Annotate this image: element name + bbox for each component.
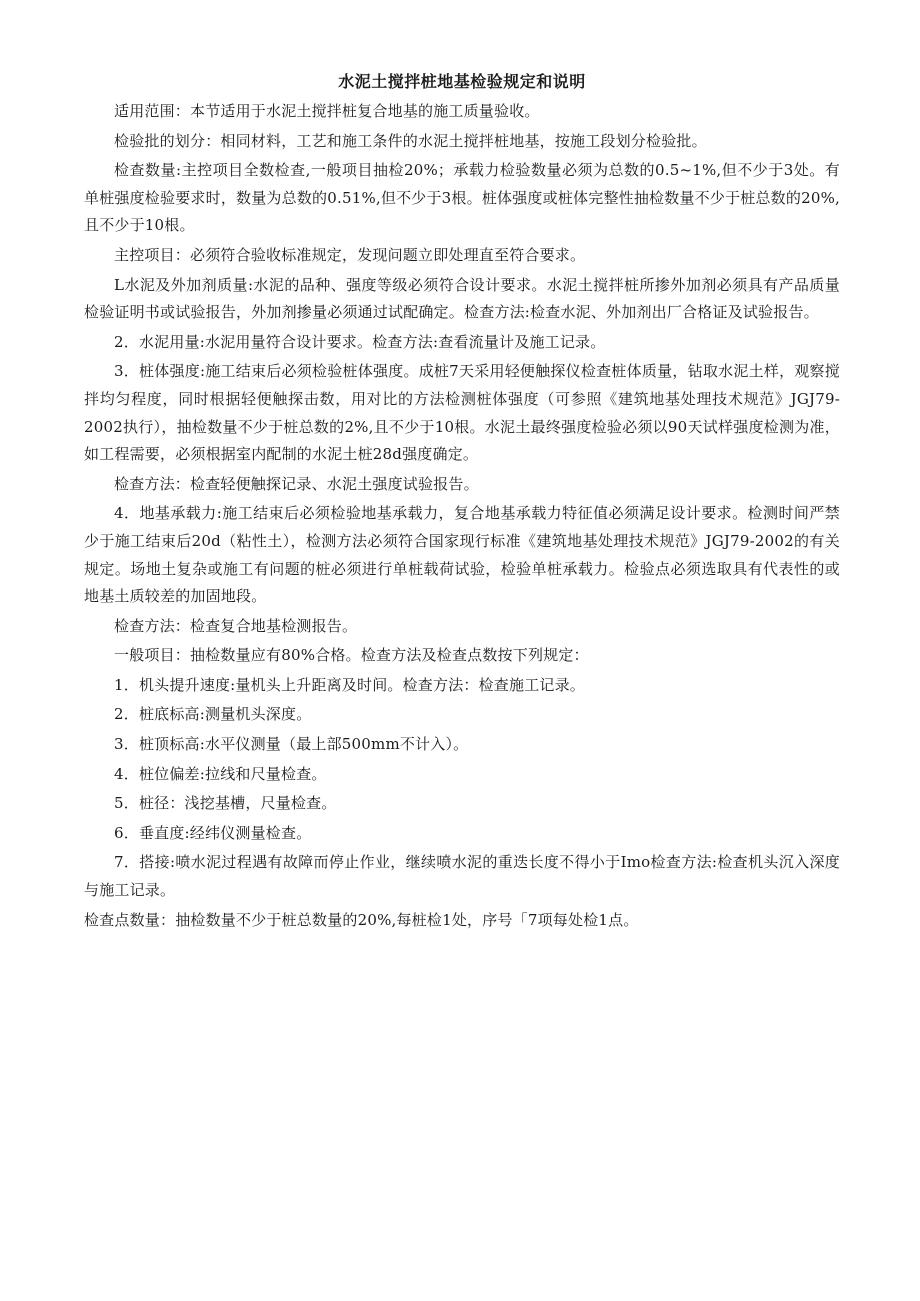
paragraph-scope: 适用范围：本节适用于水泥土搅拌桩复合地基的施工质量验收。 xyxy=(114,102,540,120)
paragraph-bearing-capacity: 4．地基承载力:施工结束后必须检验地基承载力，复合地基承载力特征值必须满足设计要求。检测时间严禁少于施工结束后20d（粘性土），检测方法必须符合国家现行标准《建筑地基处理技术规范》JGJ79-2002的有关规定。场地土复杂或施工有问题的桩必须进行单桩载荷试验，检验单桩承载力。检验点必须选取具有代表性的或地基土质较差的加固地段。 xyxy=(84,504,840,606)
list-item-position-deviation: 4．桩位偏差:拉线和尺量检查。 xyxy=(114,764,327,783)
paragraph-batch-division: 检验批的划分：相同材料，工艺和施工条件的水泥土搅拌桩地基，按施工段划分检验批。 xyxy=(114,131,707,150)
list-item-verticality: 6．垂直度:经纬仪测量检查。 xyxy=(114,823,312,842)
document-title: 水泥土搅拌桩地基检验规定和说明 xyxy=(338,72,586,91)
paragraph-inspection-points: 检查点数量：抽检数量不少于桩总数量的20%,每桩检1处，序号「7项每处检1点。 xyxy=(84,910,639,929)
list-item-bottom-elevation: 2．桩底标高:测量机头深度。 xyxy=(114,705,312,724)
document-page xyxy=(84,68,840,936)
paragraph-cement-dosage: 2．水泥用量:水泥用量符合设计要求。检查方法:查看流量计及施工记录。 xyxy=(114,332,606,351)
paragraph-pile-strength-method: 检查方法：检查轻便触探记录、水泥土强度试验报告。 xyxy=(114,474,479,493)
list-item-top-elevation: 3．桩顶标高:水平仪测量（最上部500mm不计入）。 xyxy=(114,735,469,754)
paragraph-bearing-capacity-method: 检查方法：检查复合地基检测报告。 xyxy=(114,616,358,635)
paragraph-cement-admixture-quality: L水泥及外加剂质量:水泥的品种、强度等级必须符合设计要求。水泥土搅拌桩所掺外加剂必须具有产品质量检验证明书或试验报告，外加剂掺量必须通过试配确定。检查方法:检查水泥、外加剂出厂合格证及试验报告。 xyxy=(84,275,840,322)
list-item-pile-diameter: 5．桩径：浅挖基槽，尺量检查。 xyxy=(114,794,337,813)
list-item-overlap: 7．搭接:喷水泥过程遇有故障而停止作业，继续喷水泥的重迭长度不得小于Imo检查方法:检查机头沉入深度与施工记录。 xyxy=(84,853,840,900)
paragraph-main-control-items: 主控项目：必须符合验收标准规定，发现问题立即处理直至符合要求。 xyxy=(114,245,586,264)
paragraph-general-items: 一般项目：抽检数量应有80%合格。检查方法及检查点数按下列规定： xyxy=(114,646,589,665)
list-item-lift-speed: 1．机头提升速度:量机头上升距离及时间。检查方法：检查施工记录。 xyxy=(114,675,586,694)
paragraph-inspection-quantity: 检查数量:主控项目全数检查,一般项目抽检20%；承载力检验数量必须为总数的0.5~1%,但不少于3处。有单桩强度检验要求时，数量为总数的0.51%,但不少于3根。桩体强度或桩体完整性抽检数量不少于桩总数的20%,且不少于10根。 xyxy=(84,161,840,235)
paragraph-pile-strength: 3．桩体强度:施工结束后必须检验桩体强度。成桩7天采用轻便触探仪检查桩体质量，钻取水泥土样，观察搅拌均匀程度，同时根据轻便触探击数，用对比的方法检测桩体强度（可参照《建筑地基处理技术规范》JGJ79-2002执行），抽检数量不少于桩总数的2%,且不少于10根。水泥土最终强度检验必须以90天试样强度检测为准，如工程需要，必须根据室内配制的水泥土桩28d强度确定。 xyxy=(84,362,840,464)
